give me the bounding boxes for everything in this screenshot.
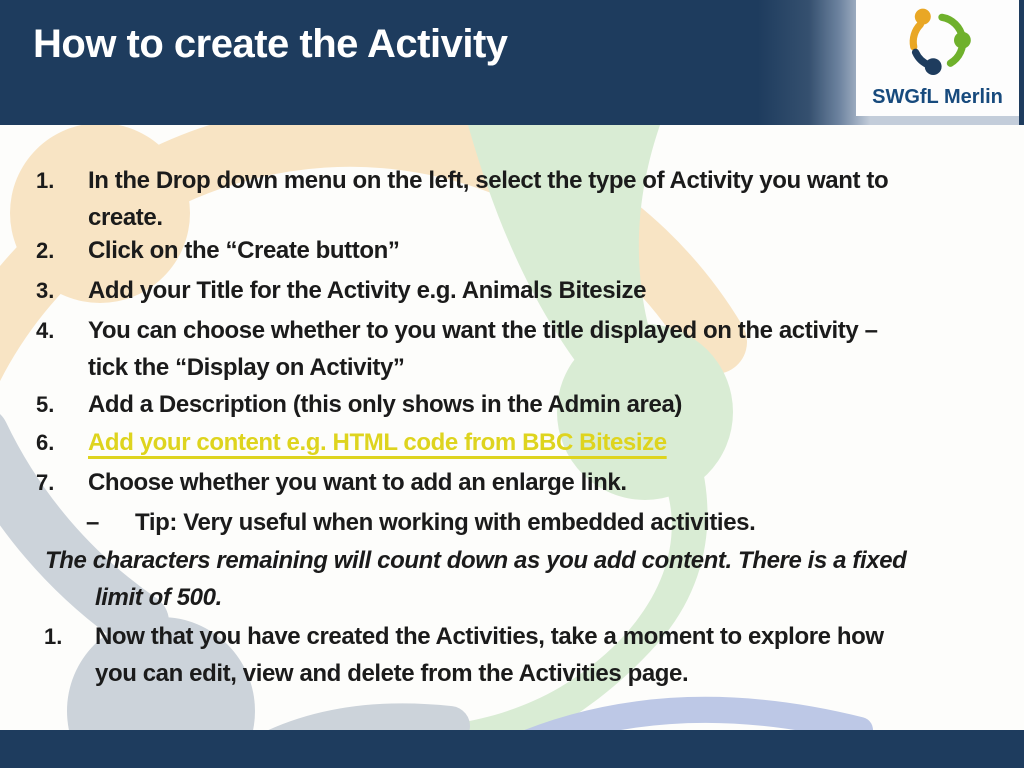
- list-item-number: 7.: [36, 470, 55, 495]
- header-bar: [0, 0, 1024, 125]
- list-item-text: Tip: Very useful when working with embedded activities.: [135, 509, 756, 536]
- list-item-number: 3.: [36, 278, 55, 303]
- list-item-number: 1.: [36, 168, 55, 193]
- list-item-text: Now that you have created the Activities, take a moment to explore how: [95, 623, 884, 650]
- page-title: How to create the Activity: [33, 22, 508, 66]
- list-item-number: 4.: [36, 318, 55, 343]
- list-item-text: Choose whether you want to add an enlarge link.: [88, 469, 627, 496]
- list-item-text: In the Drop down menu on the left, select the type of Activity you want to: [88, 167, 889, 194]
- footer-bar: [0, 730, 1024, 768]
- list-item-text: Add a Description (this only shows in the Admin area): [88, 391, 682, 418]
- list-item-text: Add your Title for the Activity e.g. Animals Bitesize: [88, 277, 647, 304]
- swgfl-merlin-logo-icon: [898, 5, 978, 81]
- list-item-number: 2.: [36, 238, 55, 263]
- note-text: The characters remaining will count down as you add content. There is a fixed: [45, 547, 907, 574]
- list-item-text: You can choose whether to you want the title displayed on the activity –: [88, 317, 878, 344]
- list-item-number: 1.: [44, 624, 63, 649]
- logo-panel: [856, 0, 1019, 116]
- list-item-number: 6.: [36, 430, 55, 455]
- content-hyperlink[interactable]: Add your content e.g. HTML code from BBC Bitesize: [88, 429, 667, 456]
- list-item-text: Click on the “Create button”: [88, 237, 400, 264]
- header-right-edge: [1019, 0, 1024, 125]
- logo-brand-text: SWGfL Merlin: [872, 86, 1003, 108]
- list-item-number: 5.: [36, 392, 55, 417]
- dash-bullet: –: [86, 509, 100, 536]
- list-item-text: create.: [88, 204, 163, 231]
- list-item-text: tick the “Display on Activity”: [88, 354, 405, 381]
- note-text: limit of 500.: [95, 584, 222, 611]
- list-item-text: you can edit, view and delete from the Activities page.: [95, 660, 689, 687]
